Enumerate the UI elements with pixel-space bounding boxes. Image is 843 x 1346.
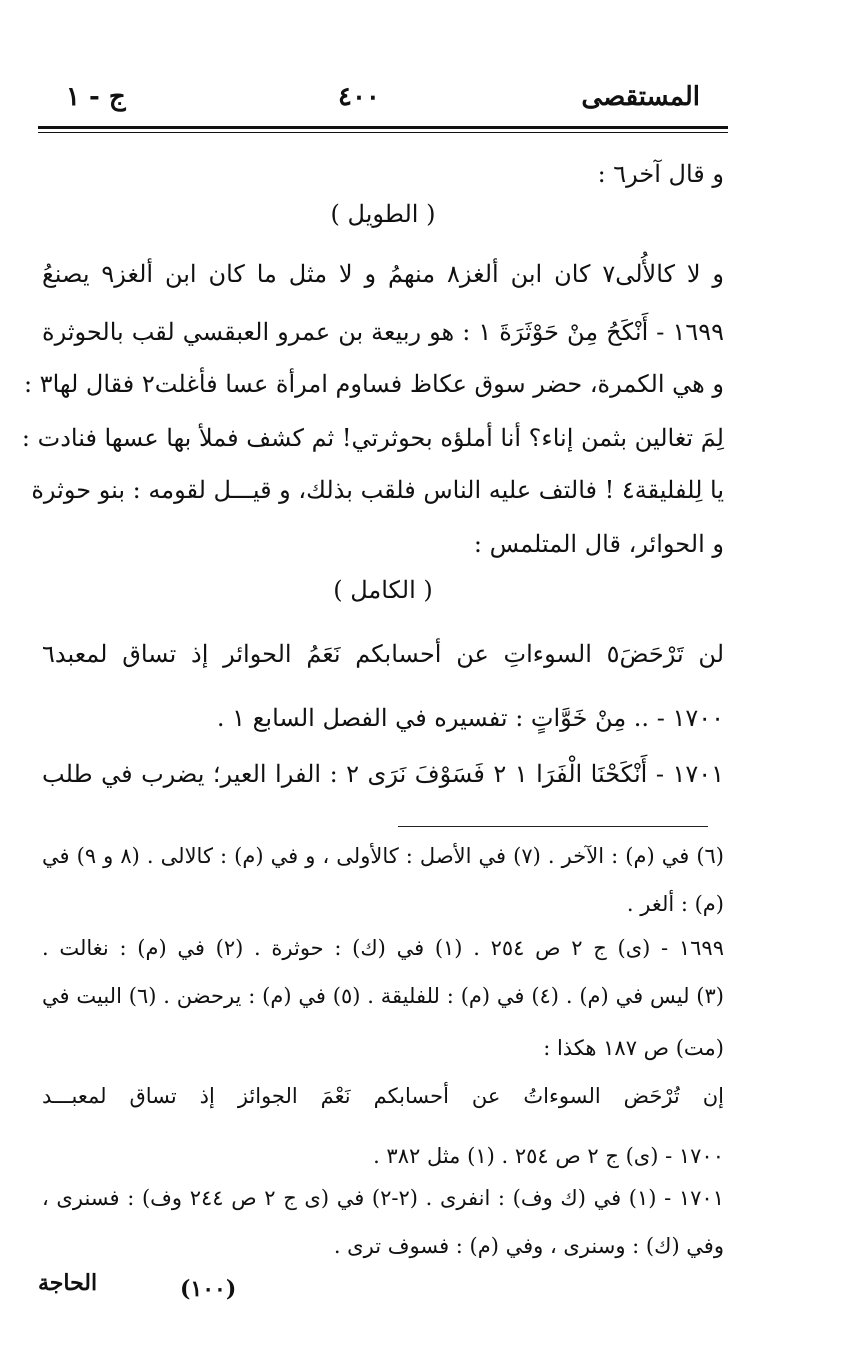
body-line: لِمَ تغالين بثمن إناء؟ أنا أملؤه بحوثرتي! ثم كشف فملأ بها عسها فنادت : <box>21 424 724 452</box>
page-number: ٤٠٠ <box>338 82 380 112</box>
signature-mark: (١٠٠) <box>180 1276 237 1302</box>
header-rule-thick <box>38 126 728 129</box>
entry-1700-line: ١٧٠٠ - .. مِنْ خَوَّاتٍ : تفسيره في الفصل السابع ١ . <box>216 704 724 732</box>
footnote-line: ١٧٠٠ - (ى) ج ٢ ص ٢٥٤ . (١) مثل ٣٨٢ . <box>373 1144 724 1168</box>
entry-1701-line: ١٧٠١ - أَنْكَحْنَا الْفَرَا ١ ٢ فَسَوْفَ نَرَى ٢ : الفرا العير؛ يضرب في طلب <box>42 760 724 788</box>
footnote-line: وفي (ك) : وسنرى ، وفي (م) : فسوف ترى . <box>333 1234 724 1258</box>
footnote-line: (٦) في (م) : الآخر . (٧) في الأصل : كالأولى ، و في (م) : كالالى . (٨ و ٩) في <box>42 844 724 868</box>
running-title: المستقصى <box>581 82 700 112</box>
footnote-line: (مت) ص ١٨٧ هكذا : <box>543 1036 724 1060</box>
body-line: و قال آخر٦ : <box>597 160 724 188</box>
body-line: و الحوائر، قال المتلمس : <box>473 530 724 558</box>
body-line: يا لِلفليقة٤ ! فالتف عليه الناس فلقب بذلك، و قيـــل لقومه : بنو حوثرة <box>31 476 724 504</box>
verse-line: لن تَرْحَضَ٥ السوءاتِ عن أحسابكم نَعَمُ الحوائر إذ تساق لمعبد٦ <box>42 640 725 668</box>
meter-label: ( الكامل ) <box>333 576 433 604</box>
footnote-line: (م) : ألغر . <box>626 892 724 916</box>
volume-label: ج - ١ <box>66 82 126 112</box>
meter-label: ( الطويل ) <box>330 200 436 228</box>
footnote-line: ١٦٩٩ - (ى) ج ٢ ص ٢٥٤ . (١) في (ك) : حوثرة . (٢) في (م) : نغالت . <box>42 936 724 960</box>
footnote-line: (٣) ليس في (م) . (٤) في (م) : للفليقة . (٥) في (م) : يرحضن . (٦) البيت في <box>42 984 724 1008</box>
entry-1699-line: ١٦٩٩ - أَنْكَحُ مِنْ حَوْثَرَةَ ١ : هو ربيعة بن عمرو العبقسي لقب بالحوثرة <box>42 318 725 346</box>
footnote-verse-line: إن تُرْحَض السوءاتُ عن أحسابكم نَعْمَ الجوائز إذ تساق لمعبـــد <box>42 1084 724 1108</box>
catchword: الحاجة <box>38 1270 98 1296</box>
header-rule-thin <box>38 132 728 133</box>
body-line: و هي الكمرة، حضر سوق عكاظ فساوم امرأة عسا فأغلت٢ فقال لها٣ : <box>23 370 724 398</box>
verse-line: و لا كالأُلى٧ كان ابن ألغز٨ منهمُ و لا مثل ما كان ابن ألغز٩ يصنعُ <box>42 260 725 288</box>
footnote-rule <box>398 826 708 827</box>
footnote-line: ١٧٠١ - (١) في (ك وف) : انفرى . (٢-٢) في (ى ج ٢ ص ٢٤٤ وف) : فسنرى ، <box>42 1186 724 1210</box>
